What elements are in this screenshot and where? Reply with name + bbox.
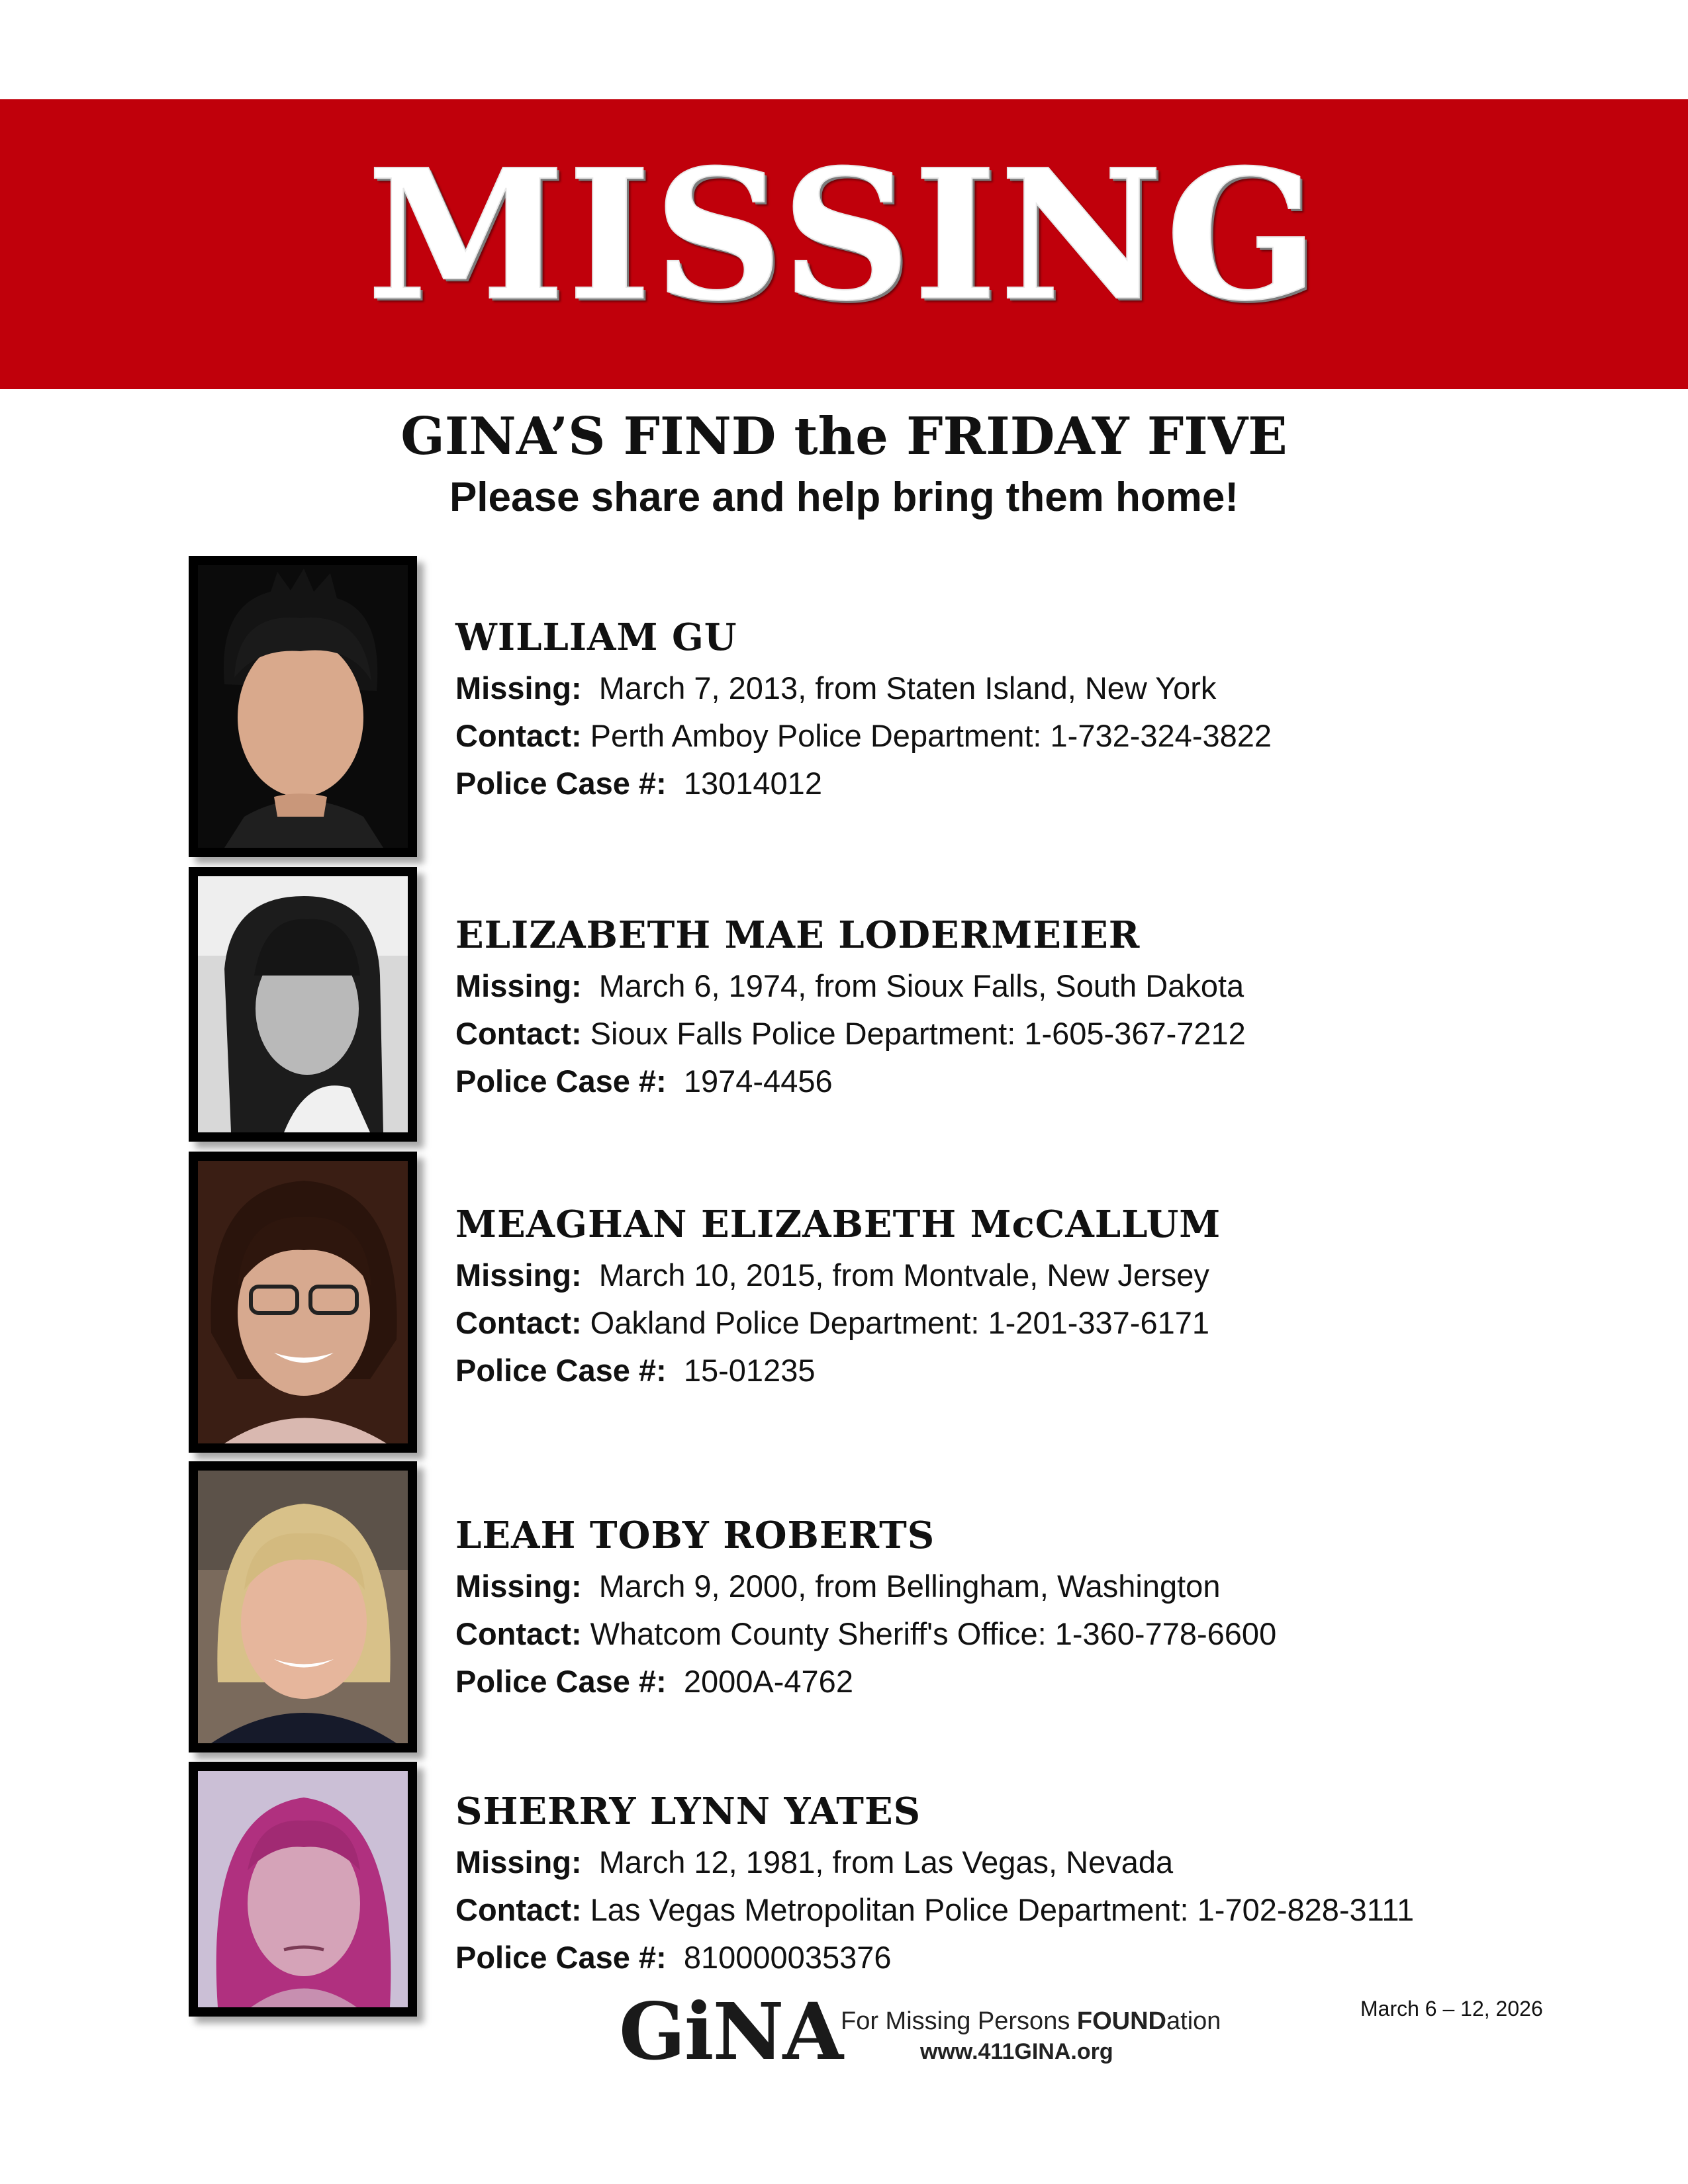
- contact-label: Contact:: [455, 1616, 582, 1651]
- case-label: Police Case #:: [455, 1353, 667, 1388]
- logo-tagline-suffix: ation: [1166, 2007, 1221, 2035]
- page-subtitle: GINA’S FIND the FRIDAY FIVE: [400, 406, 1288, 467]
- case-value: 1974-4456: [683, 1064, 833, 1099]
- missing-line: [455, 1839, 1660, 1886]
- logo-tagline-bold: FOUND: [1076, 2007, 1166, 2035]
- missing-line: [455, 1251, 1660, 1299]
- case-value: 2000A-4762: [683, 1664, 853, 1699]
- contact-line: [455, 712, 1660, 760]
- contact-label: Contact:: [455, 1305, 582, 1340]
- missing-label: Missing:: [455, 968, 582, 1003]
- contact-label: Contact:: [455, 718, 582, 753]
- missing-label: Missing:: [455, 1844, 582, 1880]
- person-photo-image: [198, 1161, 408, 1443]
- person-photo-image: [198, 565, 408, 848]
- logo-tagline: [841, 2007, 1221, 2036]
- person-photo: [189, 1152, 417, 1453]
- missing-line: [455, 1563, 1660, 1610]
- contact-line: [455, 1886, 1660, 1934]
- person-name: ELIZABETH MAE LODERMEIER: [455, 913, 1141, 957]
- missing-label: Missing:: [455, 1257, 582, 1293]
- case-line: [455, 1347, 1660, 1394]
- contact-line: [455, 1010, 1660, 1058]
- missing-value: March 6, 1974, from Sioux Falls, South Dakota: [598, 968, 1244, 1003]
- missing-line: [455, 962, 1660, 1010]
- case-line: [455, 1658, 1660, 1706]
- logo-wordmark: GiNA: [619, 1985, 843, 2077]
- case-line: [455, 1934, 1660, 1981]
- missing-value: March 9, 2000, from Bellingham, Washington: [598, 1569, 1221, 1604]
- case-value: 810000035376: [683, 1940, 892, 1975]
- gina-logo: [619, 1985, 1221, 2077]
- contact-value: Oakland Police Department: 1-201-337-6171: [590, 1305, 1209, 1340]
- page-title: MISSING: [367, 130, 1321, 340]
- contact-value: Las Vegas Metropolitan Police Department: 1-702-828-3111: [590, 1892, 1415, 1927]
- case-label: Police Case #:: [455, 766, 667, 801]
- person-name: SHERRY LYNN YATES: [455, 1790, 921, 1833]
- case-label: Police Case #:: [455, 1664, 667, 1699]
- person-entry: [455, 614, 1660, 807]
- date-range: March 6 – 12, 2026: [1360, 1997, 1543, 2021]
- person-photo: [189, 867, 417, 1142]
- person-name: LEAH TOBY ROBERTS: [455, 1514, 935, 1557]
- contact-line: [455, 1299, 1660, 1347]
- contact-label: Contact:: [455, 1892, 582, 1927]
- missing-value: March 10, 2015, from Montvale, New Jersey: [598, 1257, 1209, 1293]
- person-photo: [189, 1762, 417, 2017]
- person-name: WILLIAM GU: [455, 615, 737, 659]
- contact-value: Sioux Falls Police Department: 1-605-367-7212: [590, 1016, 1246, 1051]
- case-label: Police Case #:: [455, 1064, 667, 1099]
- person-entry: [455, 1512, 1660, 1706]
- contact-value: Perth Amboy Police Department: 1-732-324-3822: [590, 718, 1272, 753]
- person-entry: [455, 1788, 1660, 1981]
- person-photo-image: [198, 1471, 408, 1743]
- contact-label: Contact:: [455, 1016, 582, 1051]
- logo-tagline-prefix: For Missing Persons: [841, 2007, 1077, 2035]
- person-photo-image: [198, 876, 408, 1132]
- missing-label: Missing:: [455, 670, 582, 705]
- case-line: [455, 1058, 1660, 1105]
- person-entry: [455, 1201, 1660, 1394]
- missing-value: March 7, 2013, from Staten Island, New York: [598, 670, 1217, 705]
- contact-value: Whatcom County Sheriff's Office: 1-360-778-6600: [590, 1616, 1277, 1651]
- contact-line: [455, 1610, 1660, 1658]
- page-tagline: Please share and help bring them home!: [449, 475, 1239, 520]
- case-label: Police Case #:: [455, 1940, 667, 1975]
- case-line: [455, 760, 1660, 807]
- logo-url: www.411GINA.org: [920, 2039, 1113, 2064]
- missing-line: [455, 664, 1660, 712]
- person-photo: [189, 556, 417, 857]
- person-name: MEAGHAN ELIZABETH McCALLUM: [455, 1203, 1221, 1246]
- person-photo: [189, 1461, 417, 1752]
- missing-label: Missing:: [455, 1569, 582, 1604]
- missing-value: March 12, 1981, from Las Vegas, Nevada: [598, 1844, 1174, 1880]
- case-value: 15-01235: [683, 1353, 816, 1388]
- case-value: 13014012: [683, 766, 822, 801]
- person-photo-image: [198, 1771, 408, 2007]
- person-entry: [455, 912, 1660, 1105]
